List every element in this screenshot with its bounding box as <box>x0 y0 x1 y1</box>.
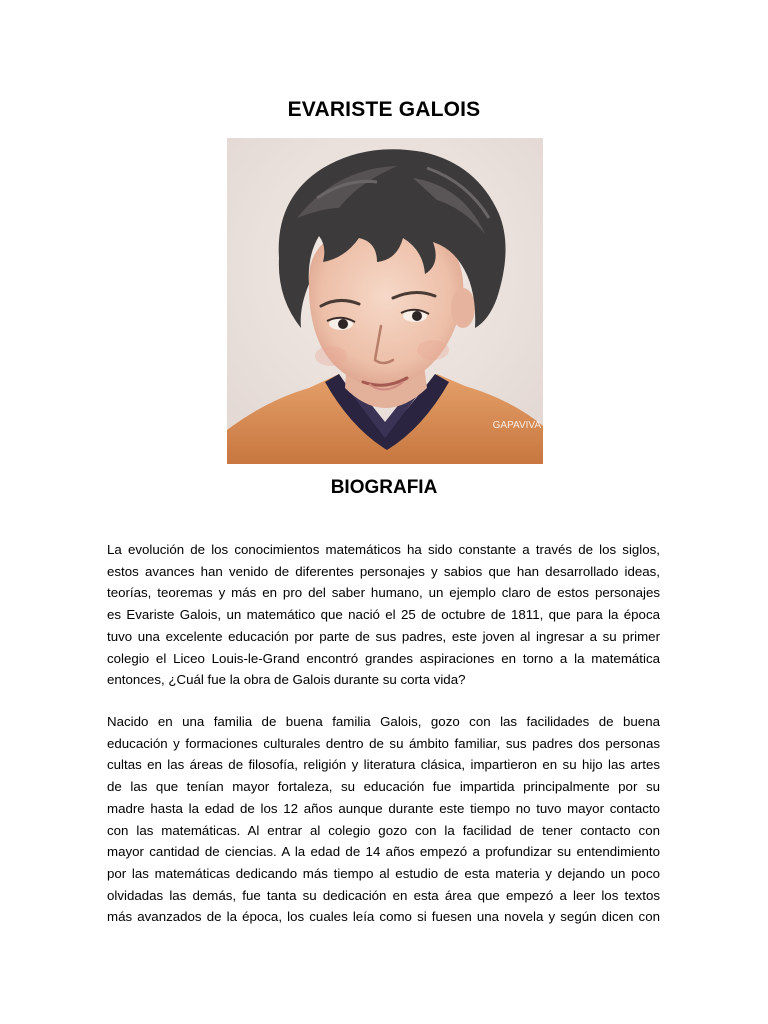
paragraph-line: más avanzados de la época, los cuales leía como si fuesen una novela y según dicen con <box>107 909 660 925</box>
paragraph-line: es Evariste Galois, un matemático que nació el 25 de octubre de 1811, que para la época <box>107 607 660 623</box>
paragraph-line: con las matemáticas. Al entrar al colegio gozo con la facilidad de tener contacto con <box>107 822 660 838</box>
paragraph-line: teorías, teoremas y más en pro del saber humano, un ejemplo claro de estos personajes <box>107 585 660 601</box>
section-heading: BIOGRAFIA <box>330 477 438 498</box>
paragraph-line: madre hasta la edad de los 12 años aunque durante este tiempo no tuvo mayor contacto <box>107 800 660 816</box>
paragraph-line: colegio el Liceo Louis-le-Grand encontró grandes aspiraciones en torno a la matemática <box>107 650 660 666</box>
portrait-image <box>227 138 543 464</box>
paragraph-line: cultas en las áreas de filosofía, religión y literatura clásica, impartieron en su hijo las artes <box>107 757 660 773</box>
paragraph-line: La evolución de los conocimientos matemáticos ha sido constante a través de los siglos, <box>107 542 660 557</box>
paragraph-line: Nacido en una familia de buena familia Galois, gozo con las facilidades de buena <box>107 714 660 729</box>
paragraph-line: mayor cantidad de ciencias. A la edad de 14 años empezó a profundizar su entendimiento <box>107 844 660 860</box>
portrait-evariste-galois-icon <box>227 138 543 464</box>
paragraph-line: educación y formaciones culturales dentro de su ámbito familiar, sus padres dos personas <box>107 735 660 751</box>
paragraph-line: por las matemáticas dedicando más tiempo al estudio de esta materia y dejando un poco <box>107 865 660 881</box>
document-title: EVARISTE GALOIS <box>287 98 481 121</box>
paragraph-line: tuvo una excelente educación por parte de sus padres, este joven al ingresar a su primer <box>107 628 660 644</box>
image-watermark: GAPAVIVA <box>492 420 541 431</box>
paragraph-1 <box>107 539 660 691</box>
paragraph-2 <box>107 711 660 928</box>
paragraph-line: entonces, ¿Cuál fue la obra de Galois durante su corta vida? <box>107 672 466 688</box>
paragraph-line: de las que tenían mayor fortaleza, su educación fue impartida principalmente por su <box>107 779 660 795</box>
paragraph-line: estos avances han venido de diferentes personajes y sabios que han desarrollado ideas, <box>107 563 660 579</box>
paragraph-line: olvidadas las demás, fue tanta su dedicación en esta área que empezó a leer los textos <box>107 887 660 903</box>
